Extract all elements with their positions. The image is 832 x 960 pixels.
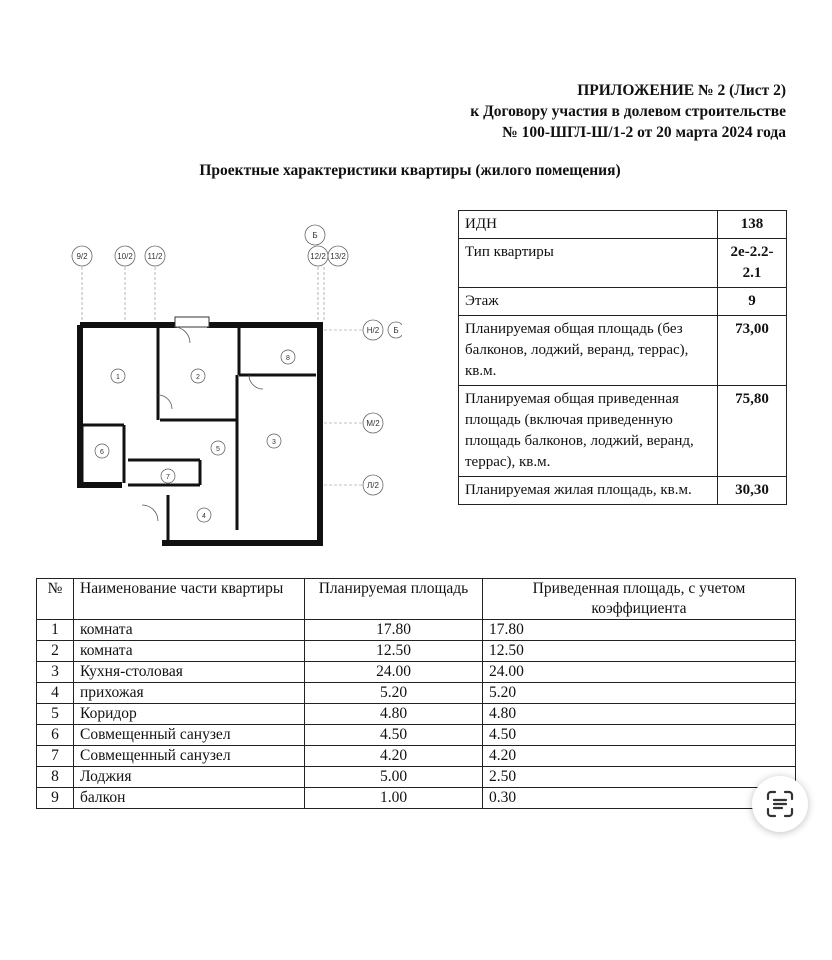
room-name-cell: прихожая	[74, 683, 305, 704]
room-number-cell: 9	[37, 788, 74, 809]
room-reduced-area-cell: 17.80	[483, 620, 796, 641]
room-area-cell: 1.00	[305, 788, 483, 809]
spec-label: Этаж	[459, 288, 718, 316]
table-row	[37, 641, 796, 662]
document-title: Проектные характеристики квартиры (жилого помещения)	[199, 162, 621, 179]
room-reduced-area-cell: 2.50	[483, 767, 796, 788]
spec-label: Планируемая общая приведенная площадь (включая приведенную площадь балконов, лоджий, веранд, террас), кв.м.	[459, 386, 718, 477]
spec-label: Планируемая жилая площадь, кв.м.	[459, 477, 718, 505]
room-name-cell: Лоджия	[74, 767, 305, 788]
room-name-cell: балкон	[74, 788, 305, 809]
spec-row	[459, 288, 787, 316]
room-number-cell: 7	[37, 746, 74, 767]
spec-label: Тип квартиры	[459, 239, 718, 288]
room-number: 2	[196, 374, 200, 381]
rooms-table-header	[37, 579, 796, 620]
room-number-cell: 6	[37, 725, 74, 746]
axis-label: Н/2	[366, 326, 380, 335]
room-number: 3	[272, 439, 276, 446]
room-area-cell: 4.50	[305, 725, 483, 746]
spec-value: 30,30	[718, 477, 787, 505]
table-row	[37, 704, 796, 725]
room-reduced-area-cell: 0.30	[483, 788, 796, 809]
spec-label: Планируемая общая площадь (без балконов, лоджий, веранд, террас), кв.м.	[459, 316, 718, 386]
room-number: 8	[286, 355, 290, 362]
room-area-cell: 4.20	[305, 746, 483, 767]
header-name: Наименование части квартиры	[74, 579, 305, 620]
room-number: 4	[202, 513, 206, 520]
header-reduced-area: Приведенная площадь, с учетом коэффициента	[483, 579, 796, 620]
room-name-cell: Кухня-столовая	[74, 662, 305, 683]
room-number-cell: 1	[37, 620, 74, 641]
room-number-cell: 5	[37, 704, 74, 725]
spec-value: 9	[718, 288, 787, 316]
axis-label: 11/2	[147, 252, 163, 261]
spec-row	[459, 239, 787, 288]
table-row	[37, 620, 796, 641]
room-number: 6	[100, 449, 104, 456]
appendix-header	[470, 80, 786, 143]
room-reduced-area-cell: 5.20	[483, 683, 796, 704]
axis-label: Б	[312, 231, 318, 240]
header-area: Планируемая площадь	[305, 579, 483, 620]
header-line-3: № 100-ШГЛ-Ш/1-2 от 20 марта 2024 года	[502, 124, 786, 141]
spec-row	[459, 386, 787, 477]
spec-value: 138	[718, 211, 787, 239]
text-scan-icon	[765, 789, 795, 819]
axis-label: 12/2	[310, 252, 326, 261]
table-row	[37, 767, 796, 788]
axis-label: 9/2	[76, 252, 88, 261]
room-reduced-area-cell: 4.50	[483, 725, 796, 746]
room-number-cell: 2	[37, 641, 74, 662]
room-area-cell: 5.20	[305, 683, 483, 704]
header-line-1: ПРИЛОЖЕНИЕ № 2 (Лист 2)	[577, 82, 786, 99]
header-line-2: к Договору участия в долевом строительстве	[470, 103, 786, 120]
text-scan-button[interactable]	[752, 776, 808, 832]
table-row	[37, 662, 796, 683]
room-name-cell: Совмещенный санузел	[74, 746, 305, 767]
table-row	[37, 788, 796, 809]
axis-label: Л/2	[367, 481, 379, 490]
room-reduced-area-cell: 4.80	[483, 704, 796, 725]
axis-label: 13/2	[330, 252, 346, 261]
axis-label: 10/2	[117, 252, 133, 261]
spec-value: 2е-2.2-2.1	[718, 239, 787, 288]
room-reduced-area-cell: 24.00	[483, 662, 796, 683]
spec-row	[459, 477, 787, 505]
floor-plan	[62, 215, 402, 555]
room-reduced-area-cell: 12.50	[483, 641, 796, 662]
room-name-cell: комната	[74, 641, 305, 662]
room-area-cell: 5.00	[305, 767, 483, 788]
room-name-cell: Совмещенный санузел	[74, 725, 305, 746]
room-name-cell: Коридор	[74, 704, 305, 725]
rooms-table	[36, 578, 796, 809]
room-number: 1	[116, 374, 120, 381]
spec-row	[459, 316, 787, 386]
table-row	[37, 725, 796, 746]
room-area-cell: 12.50	[305, 641, 483, 662]
room-area-cell: 17.80	[305, 620, 483, 641]
header-number: №	[37, 579, 74, 620]
axis-label: М/2	[366, 419, 380, 428]
room-name-cell: комната	[74, 620, 305, 641]
room-number-cell: 4	[37, 683, 74, 704]
spec-row	[459, 211, 787, 239]
axis-label: Б	[393, 326, 399, 335]
table-row	[37, 746, 796, 767]
room-area-cell: 24.00	[305, 662, 483, 683]
table-row	[37, 683, 796, 704]
room-number-cell: 8	[37, 767, 74, 788]
room-area-cell: 4.80	[305, 704, 483, 725]
room-number: 5	[216, 446, 220, 453]
spec-value: 73,00	[718, 316, 787, 386]
room-reduced-area-cell: 4.20	[483, 746, 796, 767]
spec-label: ИДН	[459, 211, 718, 239]
room-number: 7	[166, 474, 170, 481]
apartment-specs-table	[458, 210, 787, 505]
room-number-cell: 3	[37, 662, 74, 683]
spec-value: 75,80	[718, 386, 787, 477]
